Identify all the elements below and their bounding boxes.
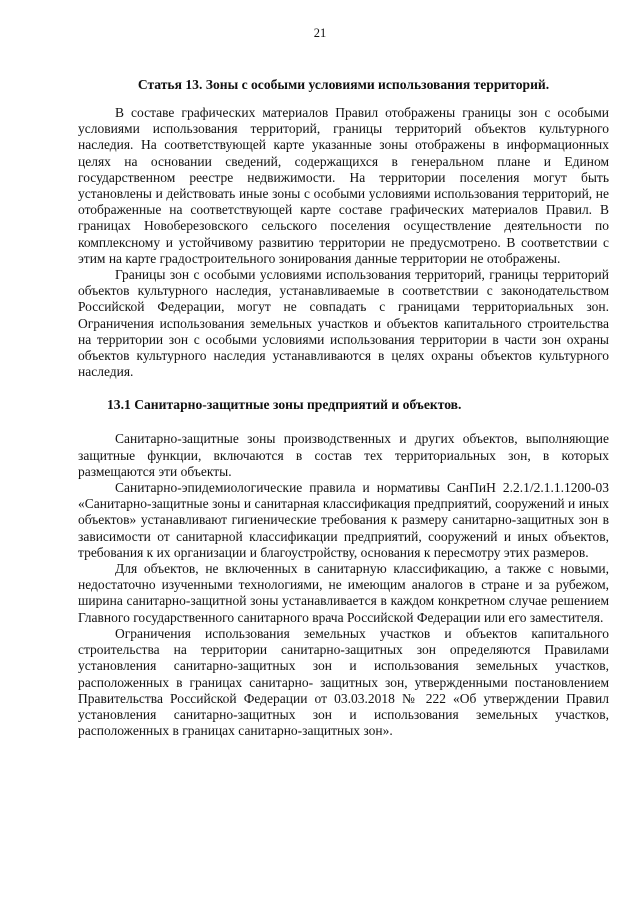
section-paragraph-2: Санитарно-эпидемиологические правила и нормативы СанПиН 2.2.1/2.1.1.1200-03 «Санитарно-защитные зоны и санитарная классификация предприятий, сооружений и иных объектов» устанавливают гигиенические требования к размеру санитарно-защитных зон в зависимости от санитарной классификации предприятий, сооружений и иных объектов, требования к их организации и благоустройству, основания к пересмотру этих размеров. xyxy=(78,480,609,560)
section-paragraph-4: Ограничения использования земельных участков и объектов капитального строительства на территории санитарно-защитных зон определяются Правилами установления санитарно-защитных зон и использования земельных участков, расположенных в границах санитарно- защитных зон, утвержденными постановлением Правительства Российской Федерации от 03.03.2018 № 222 «Об утверждении Правил установления санитарно-защитных зон и использования земельных участков, расположенных в границах санитарно-защитных зон». xyxy=(78,625,609,739)
article-paragraph-2: Границы зон с особыми условиями использования территорий, границы территорий объектов культурного наследия, устанавливаемые в соответствии с законодательством Российской Федерации, могут не совпадать с границами территориальных зон. Ограничения использования земельных участков и объектов капитального строительства на территории зон с особыми условиями использования территории в части зон охраны объектов культурного наследия устанавливаются в целях охраны объектов культурного наследия. xyxy=(78,267,609,380)
document-body xyxy=(78,76,609,739)
section-paragraph-3: Для объектов, не включенных в санитарную классификацию, а также с новыми, недостаточно изученными технологиями, не имеющим аналогов в стране и за рубежом, ширина санитарно-защитной зоны устанавливается в каждом конкретном случае решением Главного государственного санитарного врача Российской Федерации или его заместителя. xyxy=(78,561,609,625)
page-number: 21 xyxy=(313,26,327,40)
article-heading: Статья 13. Зоны с особыми условиями использования территорий. xyxy=(137,77,550,92)
article-paragraph-1: В составе графических материалов Правил отображены границы зон с особыми условиями использования территорий, границы территорий объектов культурного наследия. На соответствующей карте указанные зоны отображены в информационных целях на основании сведений, содержащихся в генеральном плане и Едином государственном реестре недвижимости. На территории поселения могут быть установлены и действовать иные зоны с особыми условиями использования территорий, не отображенные на соответствующей карте составе графических материалов Правил. В границах Новоберезовского сельского поселения осуществление деятельности по комплексному и устойчивому развитию территории не предусмотрено. В соответствии с этим на карте градостроительного зонирования данные территории не отображены. xyxy=(78,105,609,266)
section-paragraph-1: Санитарно-защитные зоны производственных и других объектов, выполняющие защитные функции, включаются в состав тех территориальных зон, в которых размещаются эти объекты. xyxy=(78,431,609,479)
section-heading: 13.1 Санитарно-защитные зоны предприятий и объектов. xyxy=(107,397,462,413)
